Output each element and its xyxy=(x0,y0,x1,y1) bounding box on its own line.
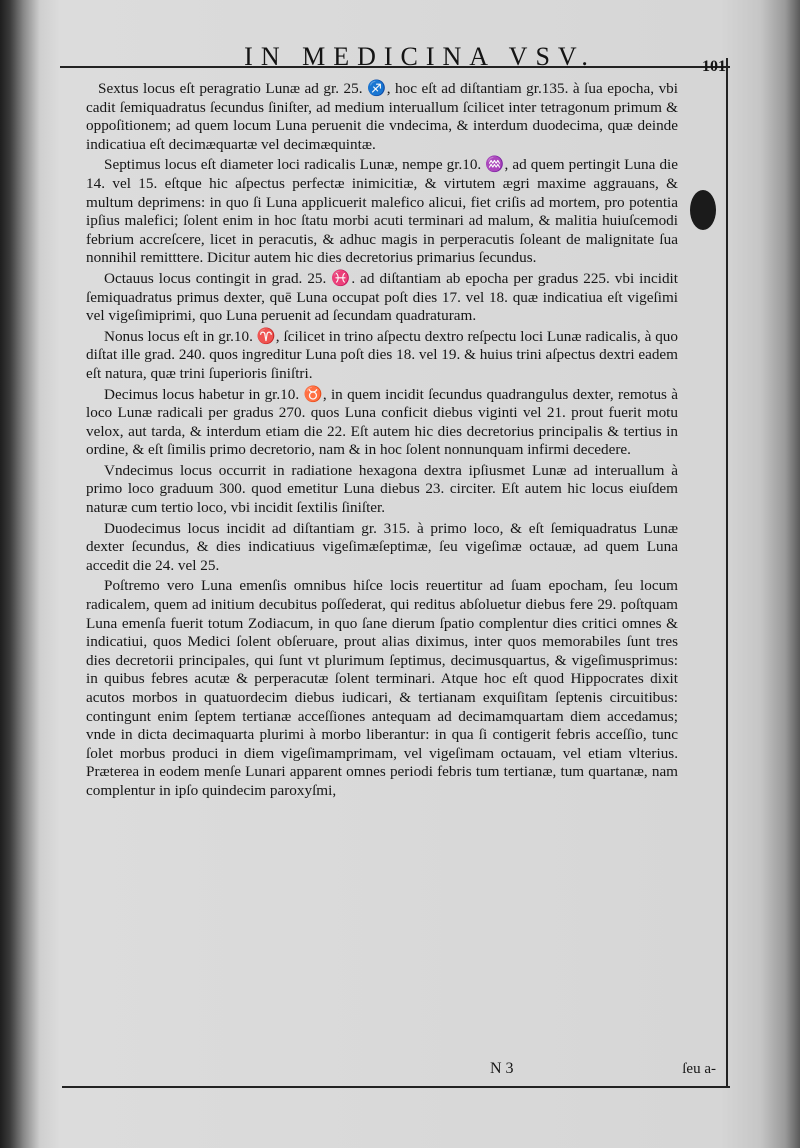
paragraph-sextus: Sextus locus eſt peragratio Lunæ ad gr. 25. ♐, hoc eſt ad diſtantiam gr.135. à ſua epocha, vbi cadit ſemiquadratus ſecundus ſiniſter, ad medium interuallum ſcilicet inter tetragonum primum & oppoſitionem; ad quem locum Luna peruenit die vndecima, & interdum duodecima, quæ deinde indicatiua eſt decimæquartæ vel decimæquintæ. xyxy=(86,80,678,153)
paragraph-duodecimus: Duodecimus locus incidit ad diſtantiam gr. 315. à primo loco, & eſt ſemiquadratus Lunæ dexter ſecundus, & dies indicatiuus vigeſimæſeptimæ, ſeu vigeſimæ octauæ, ad quem Luna accedit die 24. vel 25. xyxy=(86,519,678,574)
footer-rule xyxy=(62,1086,730,1088)
binding-hole xyxy=(690,190,716,230)
body-text xyxy=(86,80,678,803)
paragraph-postremo: Poſtremo vero Luna emenſis omnibus hiſce locis reuertitur ad ſuam epocham, ſeu locum radicalem, quem ad initium decubitus poſſederat, qui reditus abſoluetur diebus fere 29. poſtquam Luna emenſa fuerit totum Zodiacum, in quo ſane dierum ſpatio complentur dies critici omnes & indicatiui, quos Medici ſolent obſeruare, prout alias diximus, inter quos memorabiles ſunt tres dies decretorii principales, qui ſunt vt plurimum ſeptimus, decimusquartus, & vigeſimusprimus: in quibus febres acutæ & perperacutæ ſolent terminari. Atque hoc eſt quod Hippocrates dixit acutos morbos in quatuordecim diebus iudicari, & tertianam exquiſitam ſeptenis circuitibus: contingunt enim ſeptem tertianæ acceſſiones antequam ad decimamquartam diem accedamus; vnde in dicta decimaquarta plurimi à morbo liberantur: in qua ſi contigerit febris acceſſio, tunc ſolet morbus produci in diem vigeſimamprimam, vel vigeſimam octauam, vel etiam vlterius. Præterea in eodem menſe Lunari apparent omnes periodi febris tum tertianæ, tum quartanæ, nam complentur in ipſo quindecim paroxyſmi, xyxy=(86,577,678,799)
signature-mark: N 3 xyxy=(490,1060,514,1077)
paragraph-nonus: Nonus locus eſt in gr.10. ♈, ſcilicet in trino aſpectu dextro reſpectu loci Lunæ radicalis, à quo diſtat ille grad. 240. quos ingreditur Luna poſt dies 18. vel 19. & huius trini aſpectus dextri eadem eſt natura, quæ trini ſuperioris ſiniſtri. xyxy=(86,327,678,382)
catchword: ſeu a- xyxy=(682,1061,716,1077)
paragraph-vndecimus: Vndecimus locus occurrit in radiatione hexagona dextra ipſiusmet Lunæ ad interuallum à primo loco graduum 300. quod emetitur Luna diebus 23. circiter. Eſt autem hic locus eiuſdem naturæ cum tertio loco, vbi incidit ſextilis ſiniſter. xyxy=(86,461,678,517)
paragraph-octauus: Octauus locus contingit in grad. 25. ♓. ad diſtantiam ab epocha per gradus 225. vbi incidit ſemiquadratus primus dexter, quē Luna occupat poſt dies 17. vel 18. quæ indicatiua eſt vigeſimi vel vigeſimiprimi, quo Luna peruenit ad ſecundam quadraturam. xyxy=(86,269,678,325)
margin-rule xyxy=(726,58,728,1086)
paragraph-septimus: Septimus locus eſt diameter loci radicalis Lunæ, nempe gr.10. ♒, ad quem pertingit Luna die 14. vel 15. eſtque hic aſpectus perfectæ inimicitiæ, & virtutem ægri maxime aggrauans, & multum deprimens: in quo ſi Luna applicuerit malefico alicui, fiet criſis ad mortem, pro potentia ipſius malefici; ſolent enim in hoc ſtatu morbi acuti terminari ad malum, & malitia huiuſcemodi febrium accreſcere, licet in peracutis, & adhuc magis in perperacutis ſoleant de malignitate ſua nonnihil remitttere. Dicitur autem hic dies decretorius primarius ſecundus. xyxy=(86,156,678,267)
paragraph-decimus: Decimus locus habetur in gr.10. ♉, in quem incidit ſecundus quadrangulus dexter, remotus à loco Lunæ radicali per gradus 270. quos Luna conficit diebus viginti vel 21. prout fuerit motu velox, aut tarda, & interdum etiam die 22. Eſt autem hic dies decretorius principalis & tertius in ordine, & eſt ſimilis primo decretorio, nam & in hoc ſolent nonnunquam infirmi decedere. xyxy=(86,385,678,459)
page-number: 101 xyxy=(702,58,726,75)
running-head: IN MEDICINA VSV. xyxy=(244,42,596,71)
